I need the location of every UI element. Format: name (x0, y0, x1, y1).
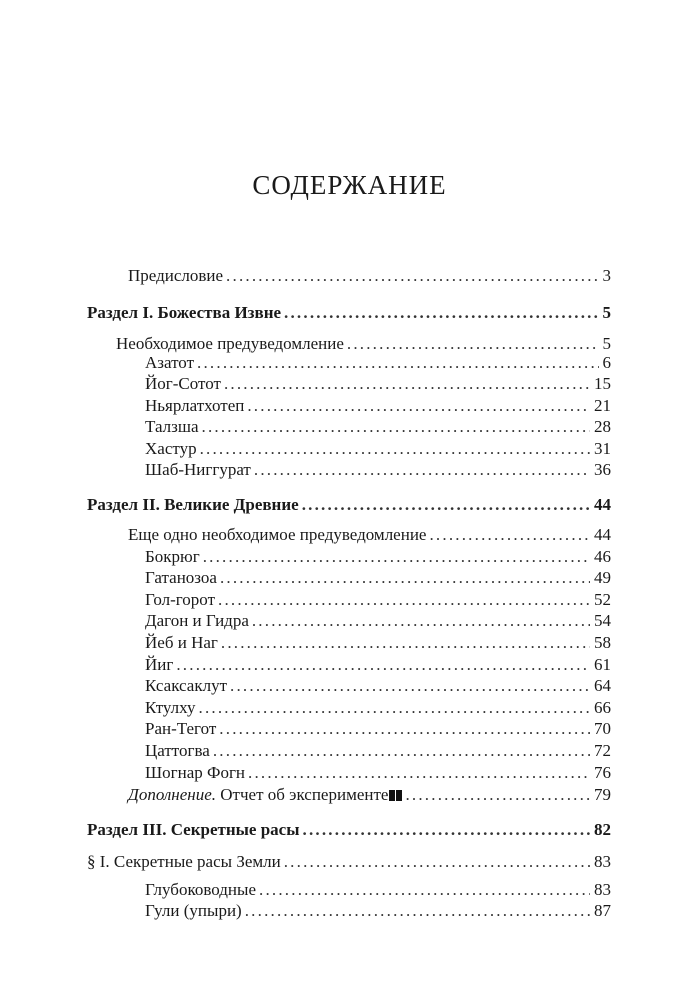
toc-entry[interactable] (128, 524, 611, 546)
toc-leader-dots (302, 494, 590, 516)
toc-entry[interactable] (145, 373, 611, 395)
toc-leader-dots (203, 546, 590, 568)
toc-leader-dots (200, 438, 590, 460)
toc-leader-dots (213, 740, 590, 762)
toc-leader-dots (284, 851, 590, 873)
toc-entry-page: 79 (594, 785, 611, 804)
toc-entry[interactable] (145, 459, 611, 481)
toc-entry[interactable] (145, 697, 611, 719)
toc-entry-italic-prefix: Дополнение. (128, 785, 217, 804)
toc-entry-label: Раздел I. Божества Извне (87, 303, 282, 322)
toc-entry-page: 61 (594, 655, 611, 674)
toc-entry-page: 49 (594, 568, 611, 587)
toc-entry[interactable] (145, 632, 611, 654)
toc-entry-label: Хастур (145, 439, 197, 458)
toc-leader-dots (247, 395, 590, 417)
toc-leader-dots (248, 762, 590, 784)
toc-entry-page: 70 (594, 719, 611, 738)
toc-entry[interactable] (145, 546, 611, 568)
toc-entry-page: 46 (594, 547, 611, 566)
toc-entry-page: 5 (602, 303, 611, 322)
toc-entry-page: 87 (594, 901, 611, 920)
toc-entry[interactable] (145, 718, 611, 740)
toc-leader-dots (219, 718, 590, 740)
toc-entry-label: Гатанозоа (145, 568, 217, 587)
toc-leader-dots (429, 524, 590, 546)
toc-entry-label: Азатот (145, 353, 195, 372)
toc-entry-page: 44 (594, 525, 611, 544)
toc-entry-label (128, 784, 402, 806)
toc-entry-page: 72 (594, 741, 611, 760)
toc-entry-label: Шаб-Ниггурат (145, 460, 251, 479)
toc-entry-label: Глубоководные (145, 880, 256, 899)
toc-entry-page: 83 (594, 852, 611, 871)
toc-leader-dots (303, 819, 591, 841)
toc-section-heading[interactable] (87, 494, 611, 516)
toc-entry-page: 6 (602, 353, 611, 372)
toc-leader-dots (218, 589, 590, 611)
toc-entry[interactable] (145, 352, 611, 374)
toc-entry[interactable] (145, 567, 611, 589)
toc-leader-dots (224, 373, 590, 395)
toc-entry[interactable] (145, 395, 611, 417)
toc-entry-label: Гол-горот (145, 590, 216, 609)
toc-leader-dots (221, 632, 590, 654)
redacted-block-icon (389, 790, 395, 801)
toc-entry-label: Ньярлатхотеп (145, 396, 245, 415)
toc-entry[interactable] (145, 589, 611, 611)
toc-entry[interactable] (145, 900, 611, 922)
toc-leader-dots (230, 675, 590, 697)
toc-entry-label: Ктулху (145, 698, 196, 717)
toc-entry-page: 31 (594, 439, 611, 458)
toc-leader-dots (245, 900, 590, 922)
toc-entry-page: 83 (594, 880, 611, 899)
toc-entry-label: Шогнар Фогн (145, 763, 246, 782)
toc-leader-dots (220, 567, 590, 589)
toc-entry-label: Необходимое предуведомление (116, 334, 344, 353)
redacted-block-icon (396, 790, 402, 801)
toc-entry-label: Йиг (145, 655, 174, 674)
page-title: СОДЕРЖАНИЕ (252, 170, 447, 200)
toc-section-heading[interactable] (87, 819, 611, 841)
toc-entry-page: 64 (594, 676, 611, 695)
toc-entry-label: Йеб и Наг (145, 633, 218, 652)
toc-leader-dots (176, 654, 590, 676)
toc-entry-label: Раздел II. Великие Древние (87, 495, 299, 514)
toc-leader-dots (254, 459, 590, 481)
toc-entry-page: 52 (594, 590, 611, 609)
toc-entry-page: 44 (594, 495, 611, 514)
toc-entry-label: Гули (упыри) (145, 901, 242, 920)
toc-leader-dots (226, 265, 598, 287)
toc-subsection-heading[interactable] (87, 851, 611, 873)
toc-entry-page: 76 (594, 763, 611, 782)
toc-entry-label: § I. Секретные расы Земли (87, 852, 281, 871)
toc-entry-label: Йог-Сотот (145, 374, 221, 393)
toc-entry-label: Дагон и Гидра (145, 611, 249, 630)
toc-entry-page: 21 (594, 396, 611, 415)
toc-leader-dots (202, 416, 591, 438)
toc-entry[interactable] (145, 879, 611, 901)
toc-entry[interactable] (145, 762, 611, 784)
toc-entry-label: Талзша (145, 417, 199, 436)
toc-entry-label: Ран-Тегот (145, 719, 217, 738)
toc-entry[interactable] (145, 438, 611, 460)
toc-entry-page: 15 (594, 374, 611, 393)
toc-leader-dots (284, 302, 598, 324)
toc-section-heading[interactable] (87, 302, 611, 324)
toc-entry-label: Раздел III. Секретные расы (87, 820, 300, 839)
toc-entry[interactable] (128, 784, 611, 806)
toc-leader-dots (259, 879, 590, 901)
toc-entry-page: 5 (602, 334, 611, 353)
toc-entry-label: Ксаксаклут (145, 676, 228, 695)
toc-entry-label: Бокрюг (145, 547, 200, 566)
toc-entry-label: Предисловие (128, 266, 224, 285)
toc-entry-page: 66 (594, 698, 611, 717)
toc-leader-dots (197, 352, 598, 374)
toc-leader-dots (405, 784, 590, 806)
toc-entry-page: 54 (594, 611, 611, 630)
toc-entry-label: Цаттогва (145, 741, 210, 760)
toc-entry[interactable] (128, 265, 611, 287)
toc-entry[interactable] (145, 675, 611, 697)
toc-entry[interactable] (145, 740, 611, 762)
toc-entry-page: 36 (594, 460, 611, 479)
toc-entry[interactable] (145, 610, 611, 632)
toc-leader-dots (199, 697, 591, 719)
toc-entry[interactable] (145, 654, 611, 676)
toc-entry-page: 58 (594, 633, 611, 652)
toc-entry-page: 82 (594, 820, 611, 839)
toc-entry-label: Еще одно необходимое предуведомление (128, 525, 427, 544)
toc-entry-page: 3 (602, 266, 611, 285)
toc-entry-page: 28 (594, 417, 611, 436)
toc-entry-label-text: Отчет об эксперименте (216, 785, 389, 804)
toc-leader-dots (252, 610, 590, 632)
toc-entry[interactable] (145, 416, 611, 438)
